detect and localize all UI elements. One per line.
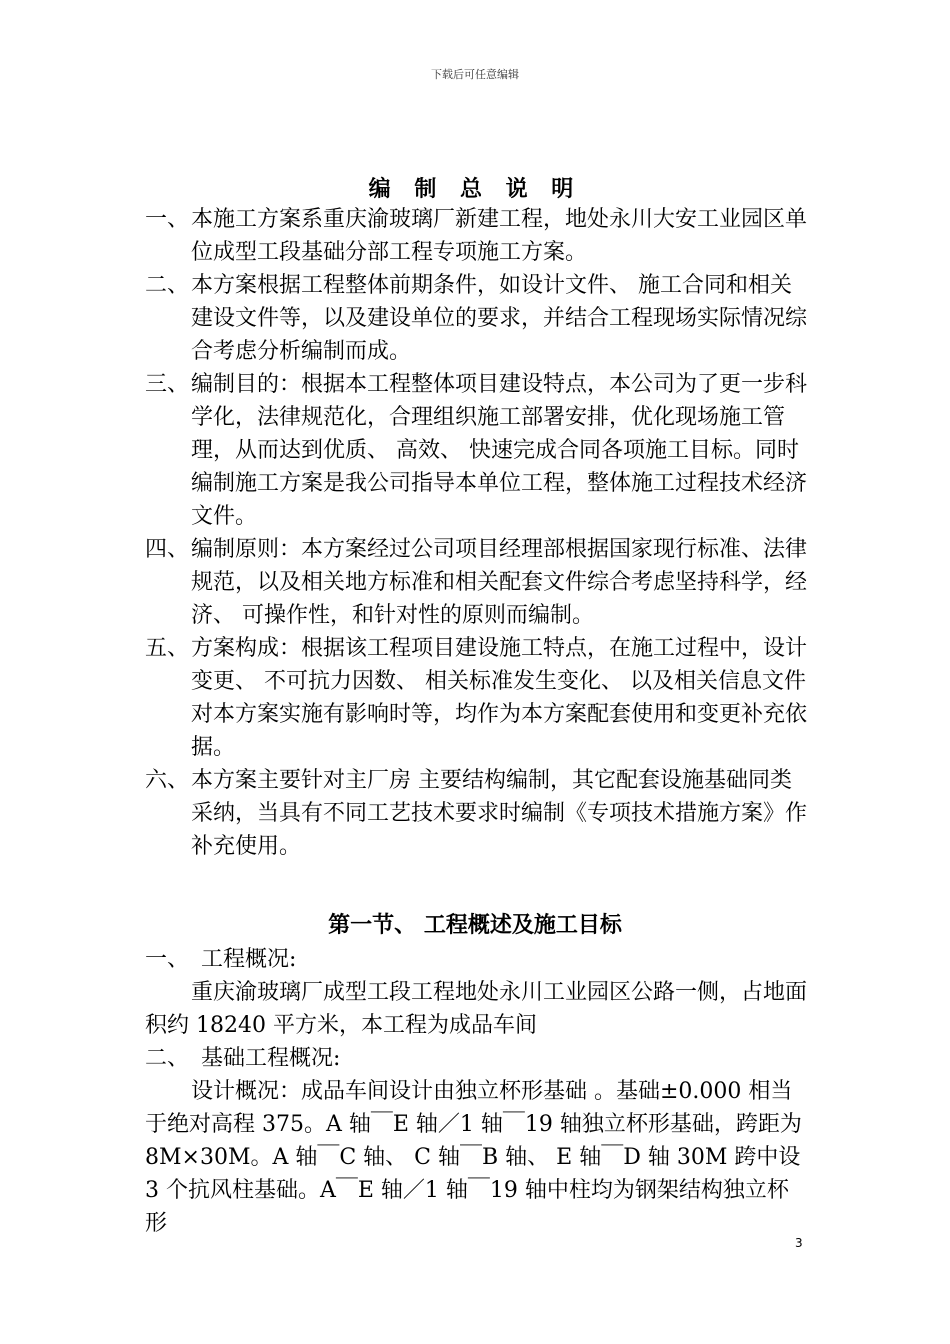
list-item	[145, 269, 810, 368]
list-item	[145, 764, 810, 863]
page-number: 3	[795, 1236, 803, 1250]
item-number: 一、	[145, 207, 190, 232]
subsection-heading	[145, 943, 810, 976]
item-text: 本方案根据工程整体前期条件，如设计文件、 施工合同和相关建设文件等，以及建设单位的要求，并结合工程现场实际情况综合考虑分析编制而成。	[191, 273, 808, 364]
item-text: 本施工方案系重庆渝玻璃厂新建工程，地处永川大安工业园区单位成型工段基础分部工程专项施工方案。	[191, 207, 808, 265]
subsection-number: 二、	[145, 1046, 190, 1071]
section-body	[145, 943, 810, 1240]
subsection-number: 一、	[145, 947, 190, 972]
paragraph: 设计概况：成品车间设计由独立杯形基础 。基础±0.000 相当于绝对高程 375。A 轴￣E 轴／1 轴￣19 轴独立杯形基础，跨距为 8M×30M。A 轴￣C 轴、 C 轴￣B 轴、 E 轴￣D 轴 30M 跨中设 3 个抗风柱基础。A￣E 轴／1 轴￣19 轴中柱均为钢架结构独立杯形	[145, 1079, 802, 1236]
item-number: 四、	[145, 537, 190, 562]
subsection-label: 工程概况:	[201, 947, 297, 972]
intro-list	[145, 203, 810, 863]
page-header: 下载后可任意编辑	[431, 68, 519, 81]
subsection-label: 基础工程概况:	[201, 1046, 341, 1071]
item-text: 方案构成：根据该工程项目建设施工特点，在施工过程中，设计变更、 不可抗力因数、 相关标准发生变化、 以及相关信息文件对本方案实施有影响时等，均作为本方案配套使用和变更补充依据。	[191, 636, 808, 760]
section-title: 第一节、 工程概述及施工目标	[328, 913, 622, 938]
list-item	[145, 632, 810, 764]
item-text: 编制原则：本方案经过公司项目经理部根据国家现行标准、法律规范，以及相关地方标准和相关配套文件综合考虑坚持科学，经济、 可操作性，和针对性的原则而编制。	[191, 537, 808, 628]
item-text: 编制目的：根据本工程整体项目建设特点，本公司为了更一步科学化，法律规范化，合理组织施工部署安排，优化现场施工管理，从而达到优质、 高效、 快速完成合同各项施工目标。同时编制施工方案是我公司指导本单位工程，整体施工过程技术经济文件。	[191, 372, 808, 529]
list-item	[145, 533, 810, 632]
list-item	[145, 203, 810, 269]
document-title: 编 制 总 说 明	[368, 177, 582, 202]
list-item	[145, 368, 810, 533]
item-number: 五、	[145, 636, 190, 661]
item-number: 三、	[145, 372, 190, 397]
item-text: 本方案主要针对主厂房 主要结构编制，其它配套设施基础同类采纳，当具有不同工艺技术要求时编制《专项技术措施方案》作补充使用。	[191, 768, 808, 859]
subsection-heading	[145, 1042, 810, 1075]
item-number: 二、	[145, 273, 190, 298]
item-number: 六、	[145, 768, 190, 793]
paragraph: 重庆渝玻璃厂成型工段工程地处永川工业园区公路一侧，占地面积约 18240 平方米，本工程为成品车间	[145, 980, 808, 1038]
